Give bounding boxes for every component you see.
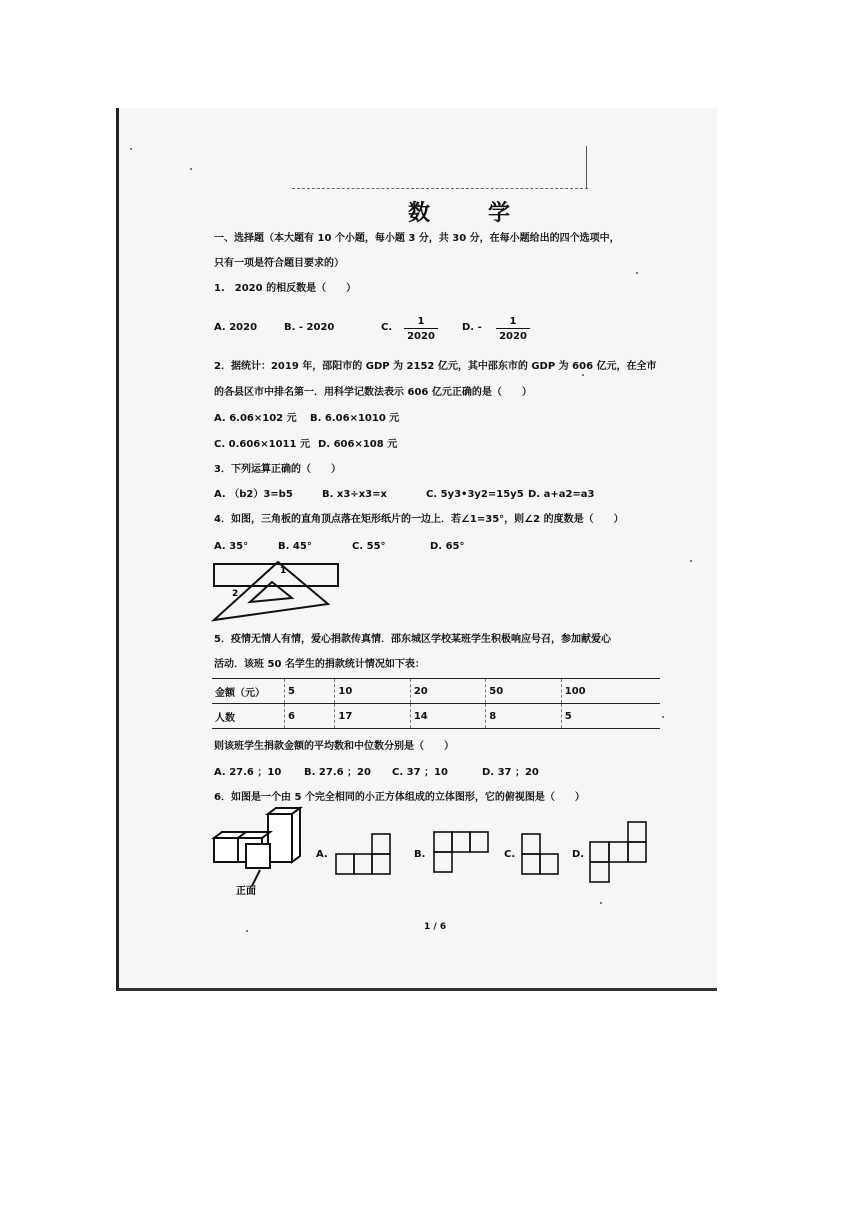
table-cell: 20 (410, 679, 485, 704)
q1-option-d-label: D. - (462, 322, 482, 333)
fraction-denominator: 2020 (499, 331, 527, 342)
section-heading-cont: 只有一项是符合题目要求的） (214, 258, 344, 269)
front-view-label: 正面 (236, 886, 256, 897)
table-cell: 10 (335, 679, 410, 704)
table-cell: 50 (486, 679, 561, 704)
table-row (212, 679, 660, 704)
q6-option-b-label: B. (414, 849, 426, 860)
q4-option-d: D. 65° (430, 541, 465, 552)
fraction-denominator: 2020 (407, 331, 435, 342)
q6-option-c-label: C. (504, 849, 516, 860)
q6-option-d-label: D. (572, 849, 585, 860)
rectangle-paper (214, 564, 338, 586)
q1-option-c-label: C. (381, 322, 393, 333)
scan-speck (662, 716, 664, 718)
table-cell: 17 (335, 704, 410, 729)
q6-option-c-grid (520, 830, 564, 876)
table-cell: 5 (285, 679, 335, 704)
q5-option-c: C. 37 ；10 (392, 767, 448, 778)
q4-option-b: B. 45° (278, 541, 312, 552)
fraction-numerator: 1 (509, 316, 517, 327)
q3-option-b: B. x3÷x3=x (322, 489, 387, 500)
scan-speck (582, 374, 584, 376)
angle-1-label: 1 (280, 566, 287, 576)
table-row (212, 704, 660, 729)
table-cell: 5 (561, 704, 660, 729)
q3-option-d: D. a+a2=a3 (528, 489, 595, 500)
q2-option-c: C. 0.606×1011 元 (214, 439, 310, 450)
table-cell: 6 (285, 704, 335, 729)
scan-speck (690, 560, 692, 562)
table-cell: 8 (486, 704, 561, 729)
q5-stem-line2: 活动．该班 50 名学生的捐款统计情况如下表： (214, 659, 425, 670)
scan-speck (190, 168, 192, 170)
page-title: 数 学 (408, 200, 529, 226)
q4-option-c: C. 55° (352, 541, 386, 552)
table-cell: 金额（元） (212, 679, 285, 704)
scan-speck (130, 148, 132, 150)
q6-solid-figure (208, 808, 308, 898)
q1-option-a: A. 2020 (214, 322, 258, 333)
q3-option-a: A. （b2）3=b5 (214, 489, 293, 500)
q1-option-d-fraction (496, 316, 530, 342)
q5-follow-up: 则该班学生捐款金额的平均数和中位数分别是（ ） (214, 741, 454, 752)
q2-stem-line1: 2．据统计：2019 年，邵阳市的 GDP 为 2152 亿元，其中邵东市的 GDP 为 606 亿元，在全市 (214, 361, 657, 372)
q2-option-d: D. 606×108 元 (318, 439, 398, 450)
q4-figure (210, 558, 340, 628)
table-cell: 14 (410, 704, 485, 729)
q6-option-a-grid (334, 830, 394, 876)
header-vertical-line (586, 146, 587, 188)
section-heading: 一、选择题（本大题有 10 个小题，每小题 3 分，共 30 分，在每小题给出的四个选项中， (214, 233, 620, 244)
q3-stem: 3．下列运算正确的（ ） (214, 464, 341, 475)
q5-option-b: B. 27.6 ；20 (304, 767, 371, 778)
scan-speck (246, 930, 248, 932)
q1-stem: 1. 2020 的相反数是（ ） (214, 283, 357, 294)
q4-option-a: A. 35° (214, 541, 249, 552)
q6-option-a-label: A. (316, 849, 328, 860)
scan-speck (600, 902, 602, 904)
donation-table (212, 678, 660, 729)
q2-option-b: B. 6.06×1010 元 (310, 413, 400, 424)
q5-stem-line1: 5．疫情无情人有情，爱心捐款传真情．邵东城区学校某班学生积极响应号召，参加献爱心 (214, 634, 611, 645)
q1-option-b: B. - 2020 (284, 322, 335, 333)
q6-option-d-grid (588, 820, 652, 884)
q3-option-c: C. 5y3•3y2=15y5 (426, 489, 524, 500)
q6-option-b-grid (432, 830, 494, 876)
q1-option-c-fraction (404, 316, 438, 342)
angle-2-label: 2 (232, 589, 239, 599)
scan-speck (636, 272, 638, 274)
q4-stem: 4．如图，三角板的直角顶点落在矩形纸片的一边上．若∠1=35°，则∠2 的度数是（ ） (214, 514, 624, 525)
fraction-numerator: 1 (417, 316, 425, 327)
q5-option-d: D. 37 ；20 (482, 767, 539, 778)
table-cell: 人数 (212, 704, 285, 729)
q2-option-a: A. 6.06×102 元 (214, 413, 297, 424)
page-number: 1 / 6 (424, 922, 447, 932)
q2-stem-line2: 的各县区市中排名第一．用科学记数法表示 606 亿元正确的是（ ） (214, 387, 532, 398)
q5-option-a: A. 27.6 ；10 (214, 767, 282, 778)
q6-stem: 6．如图是一个由 5 个完全相同的小正方体组成的立体图形，它的俯视图是（ ） (214, 792, 585, 803)
table-cell: 100 (561, 679, 660, 704)
header-dashed-line (292, 188, 588, 189)
